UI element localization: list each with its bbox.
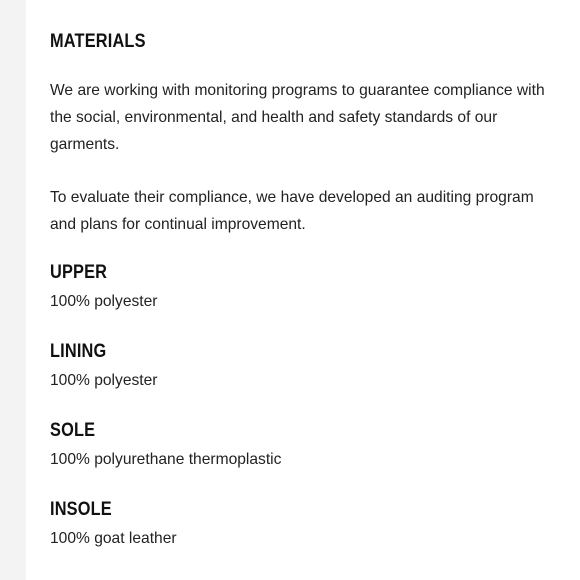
lining-section: [50, 341, 158, 391]
lining-composition: 100% polyester: [50, 372, 158, 389]
materials-panel: [26, 0, 580, 580]
lining-heading: LINING: [50, 341, 107, 362]
monitoring-paragraph: We are working with monitoring programs to guarantee compliance with the social, environmental, and health and safety standards of our garments.: [50, 82, 545, 153]
insole-composition: 100% goat leather: [50, 530, 177, 547]
upper-section: [50, 262, 158, 312]
materials-heading: MATERIALS: [50, 31, 146, 52]
upper-heading: UPPER: [50, 262, 108, 283]
upper-composition: 100% polyester: [50, 293, 158, 310]
compliance-paragraph: To evaluate their compliance, we have developed an auditing program and plans for continual improvement.: [50, 189, 534, 233]
sole-heading: SOLE: [50, 420, 96, 441]
insole-heading: INSOLE: [50, 499, 112, 520]
sole-composition: 100% polyurethane thermoplastic: [50, 451, 282, 468]
insole-section: [50, 499, 177, 549]
sole-section: [50, 420, 281, 470]
